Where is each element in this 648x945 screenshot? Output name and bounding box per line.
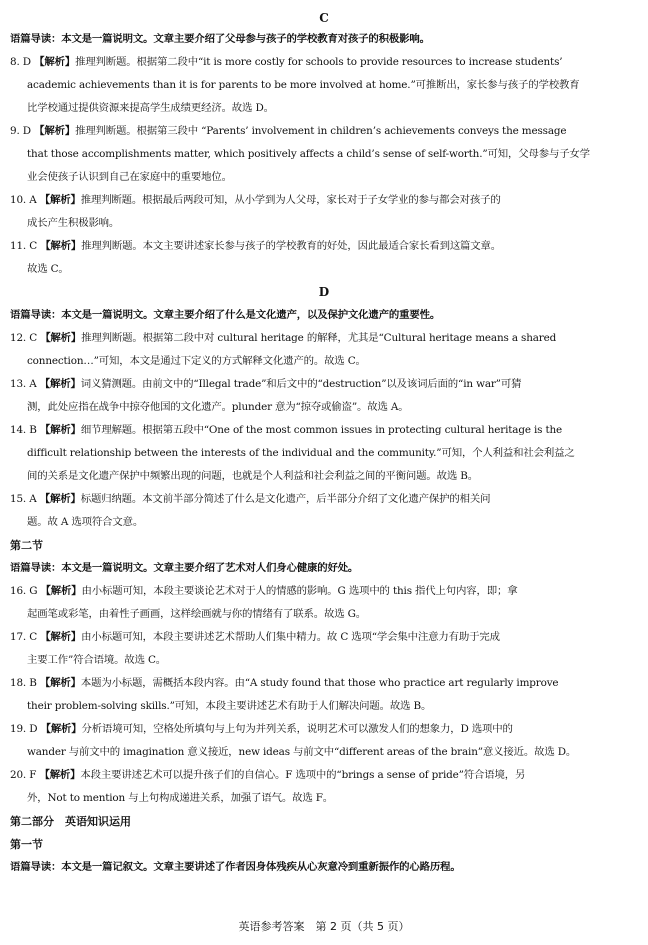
analysis-tag: 【解析】 bbox=[34, 125, 76, 137]
q12-number: 12. C bbox=[10, 332, 38, 344]
answer-q19-line1 bbox=[10, 718, 638, 741]
part-heading-2: 第二部分 英语知识运用 bbox=[10, 815, 131, 828]
q20-text: 本段主要讲述艺术可以提升孩子们的自信心。F 选项中的“brings a sense of pride”符合语境，另 bbox=[80, 769, 526, 781]
analysis-tag: 【解析】 bbox=[40, 332, 82, 344]
q17-text: 由小标题可知，本段主要讲述艺术帮助人们集中精力。故 C 选项“学会集中注意力有助于完成 bbox=[81, 631, 500, 643]
analysis-tag: 【解析】 bbox=[34, 56, 76, 68]
analysis-tag: 【解析】 bbox=[40, 240, 82, 252]
page-footer: 英语参考答案 第 2 页（共 5 页） bbox=[238, 920, 410, 933]
analysis-tag: 【解析】 bbox=[39, 378, 81, 390]
q18-number: 18. B bbox=[10, 677, 37, 689]
q11-text: 推理判断题。本文主要讲述家长参与孩子的学校教育的好处，因此最适合家长看到这篇文章。 bbox=[81, 240, 502, 252]
answer-q12-line2: connection…”可知，本文是通过下定义的方式解释文化遗产的。故选 C。 bbox=[27, 355, 366, 367]
q17-number: 17. C bbox=[10, 631, 38, 643]
answer-q17-line2: 主要工作”符合语境。故选 C。 bbox=[27, 654, 167, 666]
reading-guide-part2: 语篇导读：本文是一篇记叙文。文章主要讲述了作者因身体残疾从心灰意冷到重新振作的心路历程。 bbox=[10, 861, 461, 873]
analysis-tag: 【解析】 bbox=[39, 194, 81, 206]
answer-q20-line2: 外，Not to mention 与上句构成递进关系，加强了语气。故选 F。 bbox=[27, 792, 334, 804]
answer-q15-line1 bbox=[10, 488, 638, 511]
q10-number: 10. A bbox=[10, 194, 37, 206]
analysis-tag: 【解析】 bbox=[40, 631, 82, 643]
reading-guide-d: 语篇导读：本文是一篇说明文。文章主要介绍了什么是文化遗产，以及保护文化遗产的重要性。 bbox=[10, 309, 441, 321]
answer-q18-line1 bbox=[10, 672, 638, 695]
answer-q16-line2: 起画笔或彩笔，由着性子画画，这样绘画就与你的情绪有了联系。故选 G。 bbox=[27, 608, 366, 620]
q15-number: 15. A bbox=[10, 493, 37, 505]
q12-text: 推理判断题。根据第二段中对 cultural heritage 的解释，尤其是“Cultural heritage means a shared bbox=[81, 332, 557, 344]
reading-guide-c: 语篇导读：本文是一篇说明文。文章主要介绍了父母参与孩子的学校教育对孩子的积极影响。 bbox=[10, 33, 430, 45]
answer-q10-line1 bbox=[10, 189, 638, 212]
reading-guide-section2: 语篇导读：本文是一篇说明文。文章主要介绍了艺术对人们身心健康的好处。 bbox=[10, 562, 359, 574]
q11-number: 11. C bbox=[10, 240, 38, 252]
q15-text: 标题归纳题。本文前半部分简述了什么是文化遗产，后半部分介绍了文化遗产保护的相关问 bbox=[80, 493, 491, 505]
section-heading-2: 第二节 bbox=[10, 539, 43, 552]
answer-page bbox=[10, 8, 638, 879]
q9-text: 推理判断题。根据第三段中 “Parents’ involvement in children’s achievements conveys the message bbox=[75, 125, 567, 137]
answer-q14-line3: 间的关系是文化遗产保护中频繁出现的问题，也就是个人利益和社会利益之间的平衡问题。故选 B。 bbox=[27, 470, 478, 482]
q14-number: 14. B bbox=[10, 424, 37, 436]
answer-q20-line1 bbox=[10, 764, 638, 787]
answer-q15-line2: 题。故 A 选项符合文意。 bbox=[27, 516, 144, 528]
answer-q8-line1 bbox=[10, 51, 638, 74]
q16-text: 由小标题可知，本段主要谈论艺术对于人的情感的影响。G 选项中的 this 指代上句内容，即；拿 bbox=[81, 585, 518, 597]
analysis-tag: 【解析】 bbox=[39, 677, 81, 689]
analysis-tag: 【解析】 bbox=[39, 493, 81, 505]
answer-q8-line3: 比学校通过提供资源来提高学生成绩更经济。故选 D。 bbox=[27, 102, 274, 114]
answer-q14-line1 bbox=[10, 419, 638, 442]
answer-q11-line1 bbox=[10, 235, 638, 258]
q19-number: 19. D bbox=[10, 723, 38, 735]
section-heading-1: 第一节 bbox=[10, 838, 43, 851]
answer-q19-line2: wander 与前文中的 imagination 意义接近，new ideas 与前文中“different areas of the brain”意义接近。故选 D。 bbox=[27, 746, 577, 758]
q13-text: 词义猜测题。由前文中的“Illegal trade”和后文中的“destruction”以及该词后面的“in war”可猜 bbox=[80, 378, 522, 390]
passage-heading-d: D bbox=[318, 285, 330, 299]
q8-text: 推理判断题。根据第二段中“it is more costly for schools to provide resources to increase students’ bbox=[75, 56, 563, 68]
q16-number: 16. G bbox=[10, 585, 38, 597]
answer-q18-line2: their problem-solving skills.”可知，本段主要讲述艺术有助于人们解决问题。故选 B。 bbox=[27, 700, 432, 712]
answer-q12-line1 bbox=[10, 327, 638, 350]
analysis-tag: 【解析】 bbox=[40, 585, 82, 597]
answer-q13-line1 bbox=[10, 373, 638, 396]
q19-text: 分析语境可知，空格处所填句与上句为并列关系，说明艺术可以激发人们的想象力，D 选项中的 bbox=[81, 723, 513, 735]
passage-heading-c: C bbox=[319, 11, 329, 25]
analysis-tag: 【解析】 bbox=[39, 424, 81, 436]
q13-number: 13. A bbox=[10, 378, 37, 390]
analysis-tag: 【解析】 bbox=[40, 723, 82, 735]
answer-q9-line3: 业会使孩子认识到自己在家庭中的重要地位。 bbox=[27, 171, 232, 183]
q9-number: 9. D bbox=[10, 125, 31, 137]
answer-q14-line2: difficult relationship between the interests of the individual and the community.”可知，个人利益和社会利益之 bbox=[27, 447, 575, 459]
q18-text: 本题为小标题，需概括本段内容。由“A study found that those who practice art regularly improve bbox=[80, 677, 559, 689]
q14-text: 细节理解题。根据第五段中“One of the most common issues in protecting cultural heritage is the bbox=[80, 424, 563, 436]
answer-q11-line2: 故选 C。 bbox=[27, 263, 69, 275]
q20-number: 20. F bbox=[10, 769, 37, 781]
answer-q9-line2: that those accomplishments matter, which positively affects a child’s sense of self-worth.”可知，父母参与子女学 bbox=[27, 148, 590, 160]
answer-q9-line1 bbox=[10, 120, 638, 143]
q8-number: 8. D bbox=[10, 56, 31, 68]
answer-q16-line1 bbox=[10, 580, 638, 603]
analysis-tag: 【解析】 bbox=[39, 769, 81, 781]
answer-q10-line2: 成长产生积极影响。 bbox=[27, 217, 120, 229]
answer-q13-line2: 测，此处应指在战争中掠夺他国的文化遗产。plunder 意为“掠夺或偷盗”。故选 A。 bbox=[27, 401, 409, 413]
answer-q17-line1 bbox=[10, 626, 638, 649]
q10-text: 推理判断题。根据最后两段可知，从小学到为人父母，家长对于子女学业的参与都会对孩子的 bbox=[80, 194, 501, 206]
answer-q8-line2: academic achievements than it is for parents to be more involved at home.”可推断出，家长参与孩子的学校教育 bbox=[27, 79, 580, 91]
